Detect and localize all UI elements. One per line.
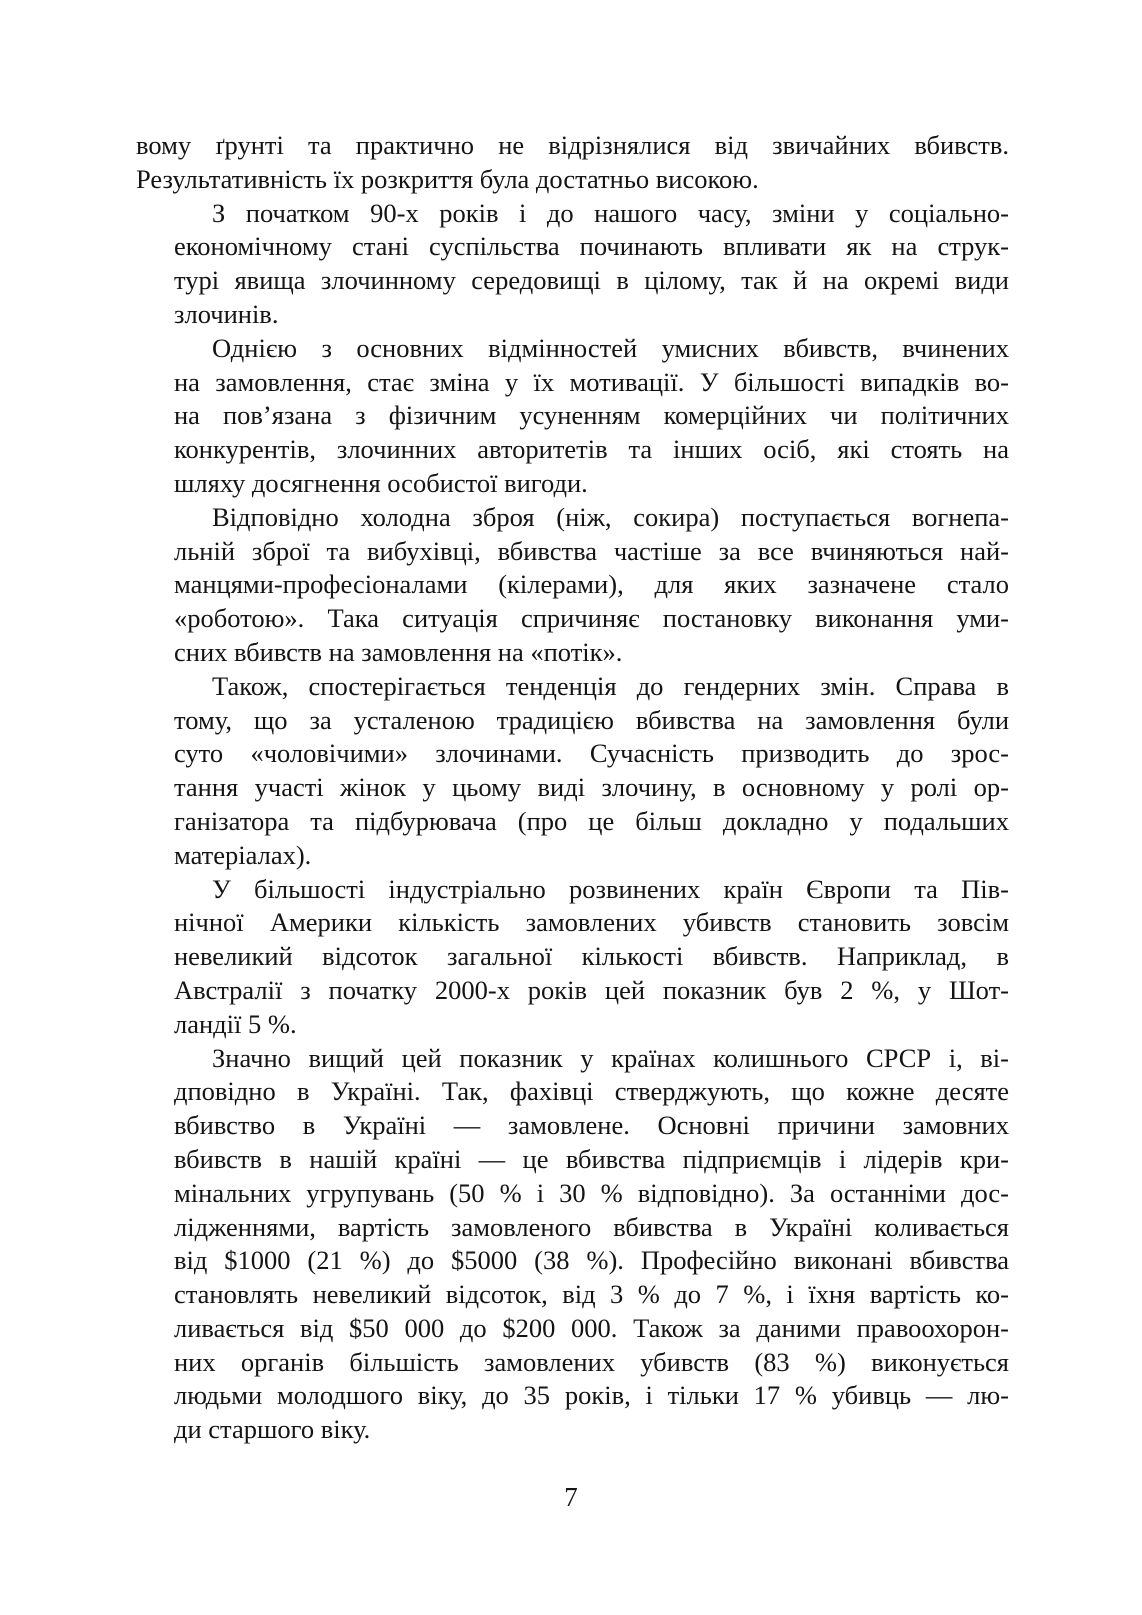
text-line: нічної Америки кількість замовлених убивств становить зовсім (174, 907, 1009, 938)
text-line: ливається від $50 000 до $200 000. Також за даними правоохорон- (174, 1312, 1009, 1343)
text-line: ганізатора та підбурювача (про це більш докладно у подальших (174, 805, 1009, 836)
body-text (136, 129, 1009, 1447)
text-line: злочинів. (174, 298, 279, 329)
text-line: манцями-професіоналами (кілерами), для яких зазначене стало (174, 569, 1009, 600)
text-line: мінальних угрупувань (50 % і 30 % відповідно). За останніми дос- (174, 1177, 1009, 1208)
text-line: дповідно в Україні. Так, фахівці стверджують, що кожне десяте (174, 1076, 1009, 1107)
text-line: на пов’язана з фізичним усуненням комерційних чи політичних (174, 400, 1009, 431)
text-line: вому ґрунті та практично не відрізнялися від звичайних вбивств. (136, 130, 1009, 160)
text-line: суто «чоловічими» злочинами. Сучасність призводить до зрос- (174, 738, 1009, 769)
text-line: Значно вищий цей показник у країнах колишнього СРСР і, ві- (212, 1042, 1009, 1073)
text-line: економічному стані суспільства починають впливати як на струк- (174, 231, 1009, 262)
text-line: на замовлення, стає зміна у їх мотивації. У більшості випадків во- (174, 366, 1009, 397)
text-line: «роботою». Така ситуація спричиняє постановку виконання уми- (174, 603, 1009, 634)
paragraph (136, 873, 1009, 1042)
paragraph (136, 129, 1009, 197)
text-line: невеликий відсоток загальної кількості вбивств. Наприклад, в (174, 941, 1009, 972)
page-number: 7 (564, 1482, 578, 1512)
text-line: ландії 5 %. (174, 1008, 297, 1039)
text-line: льній зброї та вибухівці, вбивства частіше за все вчиняються най- (174, 535, 1009, 566)
text-line: тання участі жінок у цьому виді злочину, в основному у ролі ор- (174, 772, 1009, 803)
text-line: від $1000 (21 %) до $5000 (38 %). Професійно виконані вбивства (174, 1245, 1009, 1276)
text-line: ди старшого віку. (174, 1414, 371, 1445)
text-line: Однією з основних відмінностей умисних вбивств, вчинених (212, 332, 1009, 363)
text-line: Результативність їх розкриття була достатньо високою. (136, 163, 759, 194)
paragraph (136, 501, 1009, 670)
paragraph (136, 670, 1009, 873)
text-line: лідженнями, вартість замовленого вбивства в Україні коливається (174, 1211, 1009, 1242)
text-line: сних вбивств на замовлення на «потік». (174, 636, 623, 667)
text-line: вбивств в нашій країні — це вбивства підприємців і лідерів кри- (174, 1143, 1009, 1174)
paragraph (136, 332, 1009, 501)
paragraph (136, 197, 1009, 332)
text-line: З початком 90-х років і до нашого часу, зміни у соціально- (212, 197, 1009, 228)
text-line: матеріалах). (174, 839, 312, 870)
text-line: Відповідно холодна зброя (ніж, сокира) поступається вогнепа- (212, 501, 1009, 532)
text-line: Австралії з початку 2000-х років цей показник був 2 %, у Шот- (174, 974, 1009, 1005)
text-line: турі явища злочинному середовищі в цілому, так й на окремі види (174, 265, 1009, 296)
text-line: шляху досягнення особистої вигоди. (174, 467, 588, 498)
text-line: людьми молодшого віку, до 35 років, і тільки 17 % убивць — лю- (174, 1380, 1009, 1411)
text-line: становлять невеликий відсоток, від 3 % до 7 %, і їхня вартість ко- (174, 1279, 1009, 1310)
text-line: вбивство в Україні — замовлене. Основні причини замовних (174, 1110, 1009, 1141)
text-line: Також, спостерігається тенденція до гендерних змін. Справа в (212, 670, 1009, 701)
paragraph (136, 1042, 1009, 1448)
text-line: У більшості індустріально розвинених країн Європи та Пів- (212, 873, 1009, 904)
text-line: них органів більшість замовлених убивств (83 %) виконується (174, 1346, 1009, 1377)
text-line: конкурентів, злочинних авторитетів та інших осіб, які стоять на (174, 434, 1009, 465)
text-line: тому, що за усталеною традицією вбивства на замовлення були (174, 704, 1009, 735)
